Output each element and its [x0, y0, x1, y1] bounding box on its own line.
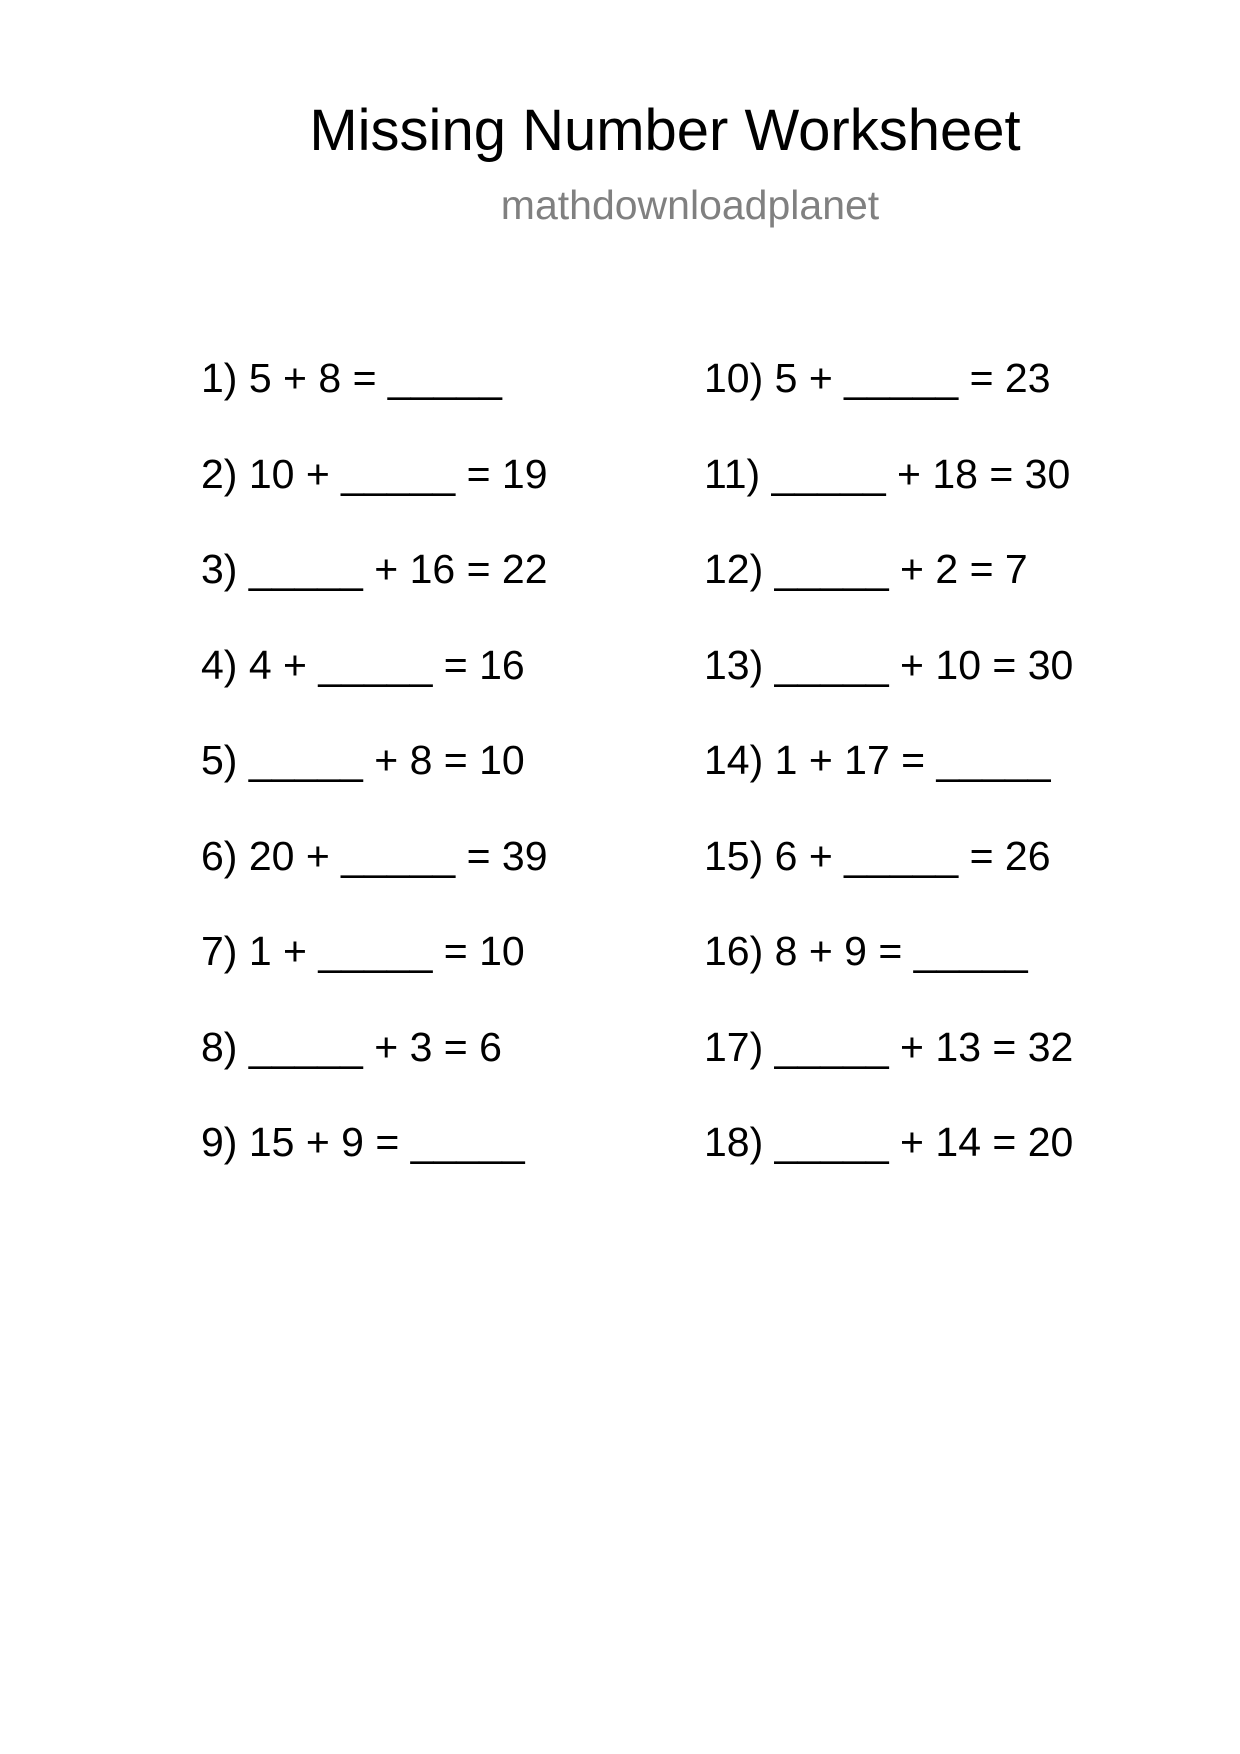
problem-8: 8) _____ + 3 = 6: [201, 1023, 502, 1070]
problems-column-left: [201, 348, 548, 1208]
problem-12: 12) _____ + 2 = 7: [704, 546, 1028, 592]
problem-1: 1) 5 + 8 = _____: [201, 355, 502, 401]
problem-18: 18) _____ + 14 = 20: [704, 1119, 1074, 1165]
problem-5: 5) _____ + 8 = 10: [201, 737, 525, 783]
problem-13: 13) _____ + 10 = 30: [704, 641, 1074, 688]
problem-11: 11) _____ + 18 = 30: [704, 450, 1071, 497]
worksheet-source: mathdownloadplanet: [500, 182, 880, 228]
problem-9: 9) 15 + 9 = _____: [201, 1119, 525, 1165]
problem-2: 2) 10 + _____ = 19: [201, 450, 548, 497]
problem-16: 16) 8 + 9 = _____: [704, 928, 1028, 974]
problem-15: 15) 6 + _____ = 26: [704, 832, 1051, 879]
problem-3: 3) _____ + 16 = 22: [201, 546, 548, 592]
problem-14: 14) 1 + 17 = _____: [704, 737, 1051, 783]
problem-7: 7) 1 + _____ = 10: [201, 928, 525, 974]
problem-10: 10) 5 + _____ = 23: [704, 355, 1051, 401]
problems-column-right: [704, 348, 1073, 1208]
problem-4: 4) 4 + _____ = 16: [201, 641, 525, 688]
problem-17: 17) _____ + 13 = 32: [704, 1023, 1074, 1070]
worksheet-title: Missing Number Worksheet: [309, 98, 1021, 163]
problem-6: 6) 20 + _____ = 39: [201, 832, 548, 879]
